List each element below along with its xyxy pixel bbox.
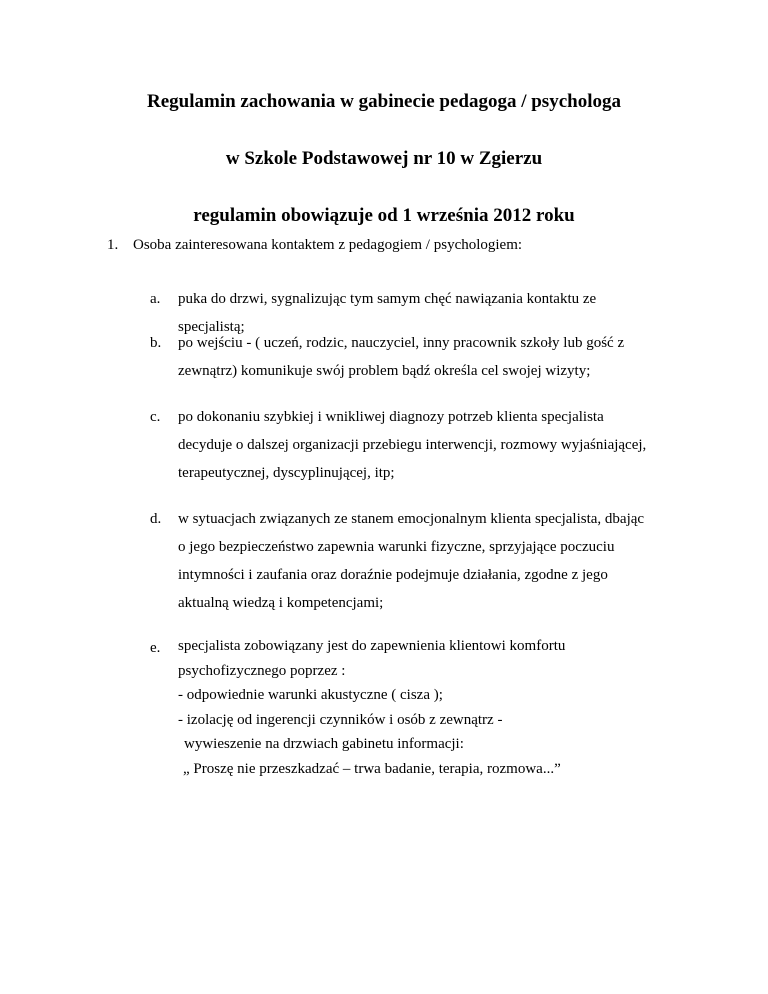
subitem-line: decyduje o dalszej organizacji przebiegu interwencji, rozmowy wyjaśniającej, — [178, 437, 647, 453]
subitem-b — [150, 329, 710, 385]
subitem-c — [150, 403, 710, 487]
subitem-e — [150, 634, 710, 781]
rule-number: 1. — [107, 237, 119, 253]
effective-date-heading: regulamin obowiązuje od 1 września 2012 roku — [193, 205, 575, 226]
subitem-line: intymności i zaufania oraz doraźnie podejmuje działania, zgodne z jego — [178, 567, 608, 583]
subitem-line: psychofizycznego poprzez : — [178, 662, 346, 679]
subitem-line: specjalistą; — [178, 319, 245, 335]
document-title: Regulamin zachowania w gabinecie pedagoga / psychologa — [147, 91, 621, 112]
school-name-heading: w Szkole Podstawowej nr 10 w Zgierzu — [225, 148, 543, 169]
door-sign-quote: „ Proszę nie przeszkadzać – trwa badanie, terapia, rozmowa...” — [183, 760, 561, 777]
subitem-letter: c. — [150, 409, 161, 425]
subitem-line: puka do drzwi, sygnalizując tym samym chęć nawiązania kontaktu ze — [178, 291, 597, 307]
rule-item-1 — [107, 236, 522, 254]
subitem-letter: a. — [150, 291, 161, 307]
subitem-letter: d. — [150, 511, 162, 527]
subitem-letter: e. — [150, 640, 161, 656]
subitem-letter: b. — [150, 335, 162, 351]
subitem-continuation-line: wywieszenie na drzwiach gabinetu informacji: — [184, 736, 464, 752]
subitem-line: po wejściu - ( uczeń, rodzic, nauczyciel, inny pracownik szkoły lub gość z — [178, 335, 625, 351]
subitem-bullet-line: - odpowiednie warunki akustyczne ( cisza ); — [178, 687, 443, 703]
subitem-line: w sytuacjach związanych ze stanem emocjonalnym klienta specjalista, dbając — [178, 511, 645, 527]
subitem-bullet-line: - izolację od ingerencji czynników i osób z zewnątrz - — [178, 711, 503, 728]
subitem-line: aktualną wiedzą i kompetencjami; — [178, 595, 384, 611]
subitem-line: po dokonaniu szybkiej i wnikliwej diagnozy potrzeb klienta specjalista — [178, 409, 604, 425]
subitem-line: o jego bezpieczeństwo zapewnia warunki fizyczne, sprzyjające poczuciu — [178, 539, 615, 555]
subitem-d — [150, 505, 710, 617]
subitem-line: zewnątrz) komunikuje swój problem bądź określa cel swojej wizyty; — [178, 363, 591, 379]
subitem-line: terapeutycznej, dyscyplinującej, itp; — [178, 465, 395, 481]
rule-text: Osoba zainteresowana kontaktem z pedagogiem / psychologiem: — [133, 237, 523, 253]
subitem-line: specjalista zobowiązany jest do zapewnienia klientowi komfortu — [178, 638, 566, 654]
